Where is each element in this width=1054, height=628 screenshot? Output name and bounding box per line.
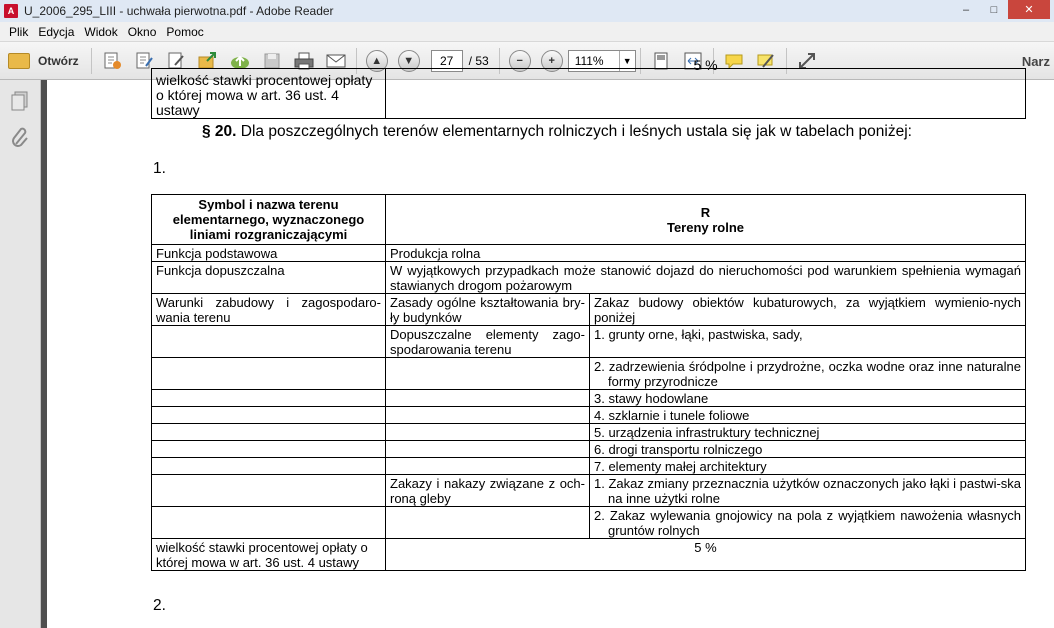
- table-cell: [152, 390, 386, 407]
- arrow-up-icon: ▲: [371, 54, 383, 67]
- row-value: 5 %: [386, 539, 1026, 571]
- table-row: [152, 245, 1026, 262]
- create-pdf-icon[interactable]: [100, 49, 124, 73]
- navigation-panel: [0, 80, 41, 628]
- pdf-icon: A: [4, 4, 18, 18]
- table-cell: [386, 407, 590, 424]
- list-item: 1. Zakaz zmiany przeznacznia użytków oznaczonych jako łąki i pastwi-ska na inne użytki rolne: [590, 475, 1026, 507]
- window-controls: [952, 0, 1050, 20]
- window-title: U_2006_295_LIII - uchwała pierwotna.pdf - Adobe Reader: [24, 4, 334, 18]
- menu-okno[interactable]: Okno: [127, 24, 157, 39]
- table-row: [152, 441, 1026, 458]
- table-cell: [386, 507, 590, 539]
- table-cell: [386, 195, 1026, 245]
- table-cell: [152, 424, 386, 441]
- toolbar-separator: [91, 48, 92, 74]
- table-row: [152, 458, 1026, 475]
- table-cell: [152, 326, 386, 358]
- table-cell: [386, 358, 590, 390]
- table-row: [152, 390, 1026, 407]
- table-cell: [152, 458, 386, 475]
- list-item: 3. stawy hodowlane: [590, 390, 1026, 407]
- folder-icon: [8, 53, 30, 69]
- list-item: 7. elementy małej architektury: [590, 458, 1026, 475]
- row-label: Funkcja dopuszczalna: [152, 262, 386, 294]
- table-header-row: [152, 195, 1026, 245]
- row-sublabel: Zakazy i nakazy związane z och-roną gleby: [386, 475, 590, 507]
- list-item: 2. Zakaz wylewania gnojowicy na pola z wyjątkiem nawożenia własnych gruntów rolnych: [590, 507, 1026, 539]
- table-cell: [386, 390, 590, 407]
- minus-icon: −: [516, 54, 523, 67]
- attachment-icon[interactable]: [9, 126, 31, 148]
- table-row: [152, 358, 1026, 390]
- table-row: [152, 424, 1026, 441]
- page-total: / 53: [468, 53, 489, 68]
- header-code: R: [700, 205, 711, 220]
- header-left: Symbol i nazwa terenu elementarnego, wyznaczonego liniami rozgraniczającymi: [152, 195, 386, 245]
- menu-plik[interactable]: Plik: [9, 24, 29, 39]
- maximize-button[interactable]: □: [990, 3, 998, 16]
- section-paragraph: [202, 123, 1032, 141]
- plus-icon: +: [548, 54, 555, 67]
- table-cell: [152, 475, 386, 507]
- row-label: Funkcja podstawowa: [152, 245, 386, 262]
- table-row: [152, 407, 1026, 424]
- chevron-down-icon[interactable]: ▼: [619, 51, 635, 71]
- menu-pomoc[interactable]: Pomoc: [166, 24, 204, 39]
- table-row: [152, 539, 1026, 571]
- row-label: o której mowa w art. 36 ust. 4 ustawy: [156, 87, 339, 118]
- table-cell: [152, 358, 386, 390]
- row-value: W wyjątkowych przypadkach może stanowić dojazd do nieruchomości pod warunkiem spełnienia wymagań stawianych drogom pożarowym: [386, 262, 1026, 294]
- table-row: [152, 326, 1026, 358]
- open-label: Otwórz: [38, 53, 79, 68]
- row-label: wielkość stawki procentowej opłaty o której mowa w art. 36 ust. 4 ustawy: [152, 539, 386, 571]
- table-row: [152, 262, 1026, 294]
- table-cell: [152, 441, 386, 458]
- table-cell: [152, 507, 386, 539]
- table-row: [152, 294, 1026, 326]
- row-sublabel: Dopuszczalne elementy zago-spodarowania terenu: [386, 326, 590, 358]
- list-item: 2. zadrzewienia śródpolne i przydrożne, oczka wodne oraz inne naturalne formy przyrodnicze: [590, 358, 1026, 390]
- menu-bar: [0, 22, 1054, 42]
- list-number: 2.: [153, 597, 166, 614]
- open-button[interactable]: [0, 46, 87, 76]
- list-number: 1.: [153, 160, 166, 177]
- terrain-table: [151, 194, 1026, 571]
- table-cell: [152, 407, 386, 424]
- list-item: 4. szklarnie i tunele foliowe: [590, 407, 1026, 424]
- table-row: [152, 475, 1026, 507]
- list-item: 1. grunty orne, łąki, pastwiska, sady,: [590, 326, 1026, 358]
- list-item: 6. drogi transportu rolniczego: [590, 441, 1026, 458]
- row-sublabel: Zasady ogólne kształtowania bry-ły budynków: [386, 294, 590, 326]
- close-button[interactable]: ✕: [1008, 0, 1050, 19]
- zoom-value: 111%: [574, 53, 604, 68]
- page-number-input[interactable]: 27: [431, 50, 463, 72]
- tools-label[interactable]: Narz: [1021, 54, 1050, 69]
- row-value: Zakaz budowy obiektów kubaturowych, za wyjątkiem wymienio-nych poniżej: [590, 294, 1026, 326]
- row-label: wielkość stawki procentowej opłaty: [156, 72, 373, 88]
- table-cell: [386, 424, 590, 441]
- row-value: Produkcja rolna: [386, 245, 1026, 262]
- table-cell: [386, 441, 590, 458]
- arrow-down-icon: ▼: [403, 54, 415, 67]
- section-text: Dla poszczególnych terenów elementarnych rolniczych i leśnych ustala się jak w tabelach poniżej:: [236, 123, 912, 140]
- header-name: Tereny rolne: [666, 220, 745, 235]
- table-cell: [152, 69, 386, 119]
- table-row: [152, 507, 1026, 539]
- menu-edycja[interactable]: Edycja: [38, 24, 75, 39]
- menu-widok[interactable]: Widok: [84, 24, 118, 39]
- pages-icon[interactable]: [9, 90, 31, 112]
- minimize-button[interactable]: –: [962, 3, 970, 16]
- section-number: § 20.: [202, 123, 237, 140]
- stawka-value: 5 %: [693, 57, 718, 73]
- table-cell: [386, 458, 590, 475]
- list-item: 5. urządzenia infrastruktury technicznej: [590, 424, 1026, 441]
- title-bar: [0, 0, 1054, 22]
- row-label: Warunki zabudowy i zagospodaro-wania terenu: [152, 294, 386, 326]
